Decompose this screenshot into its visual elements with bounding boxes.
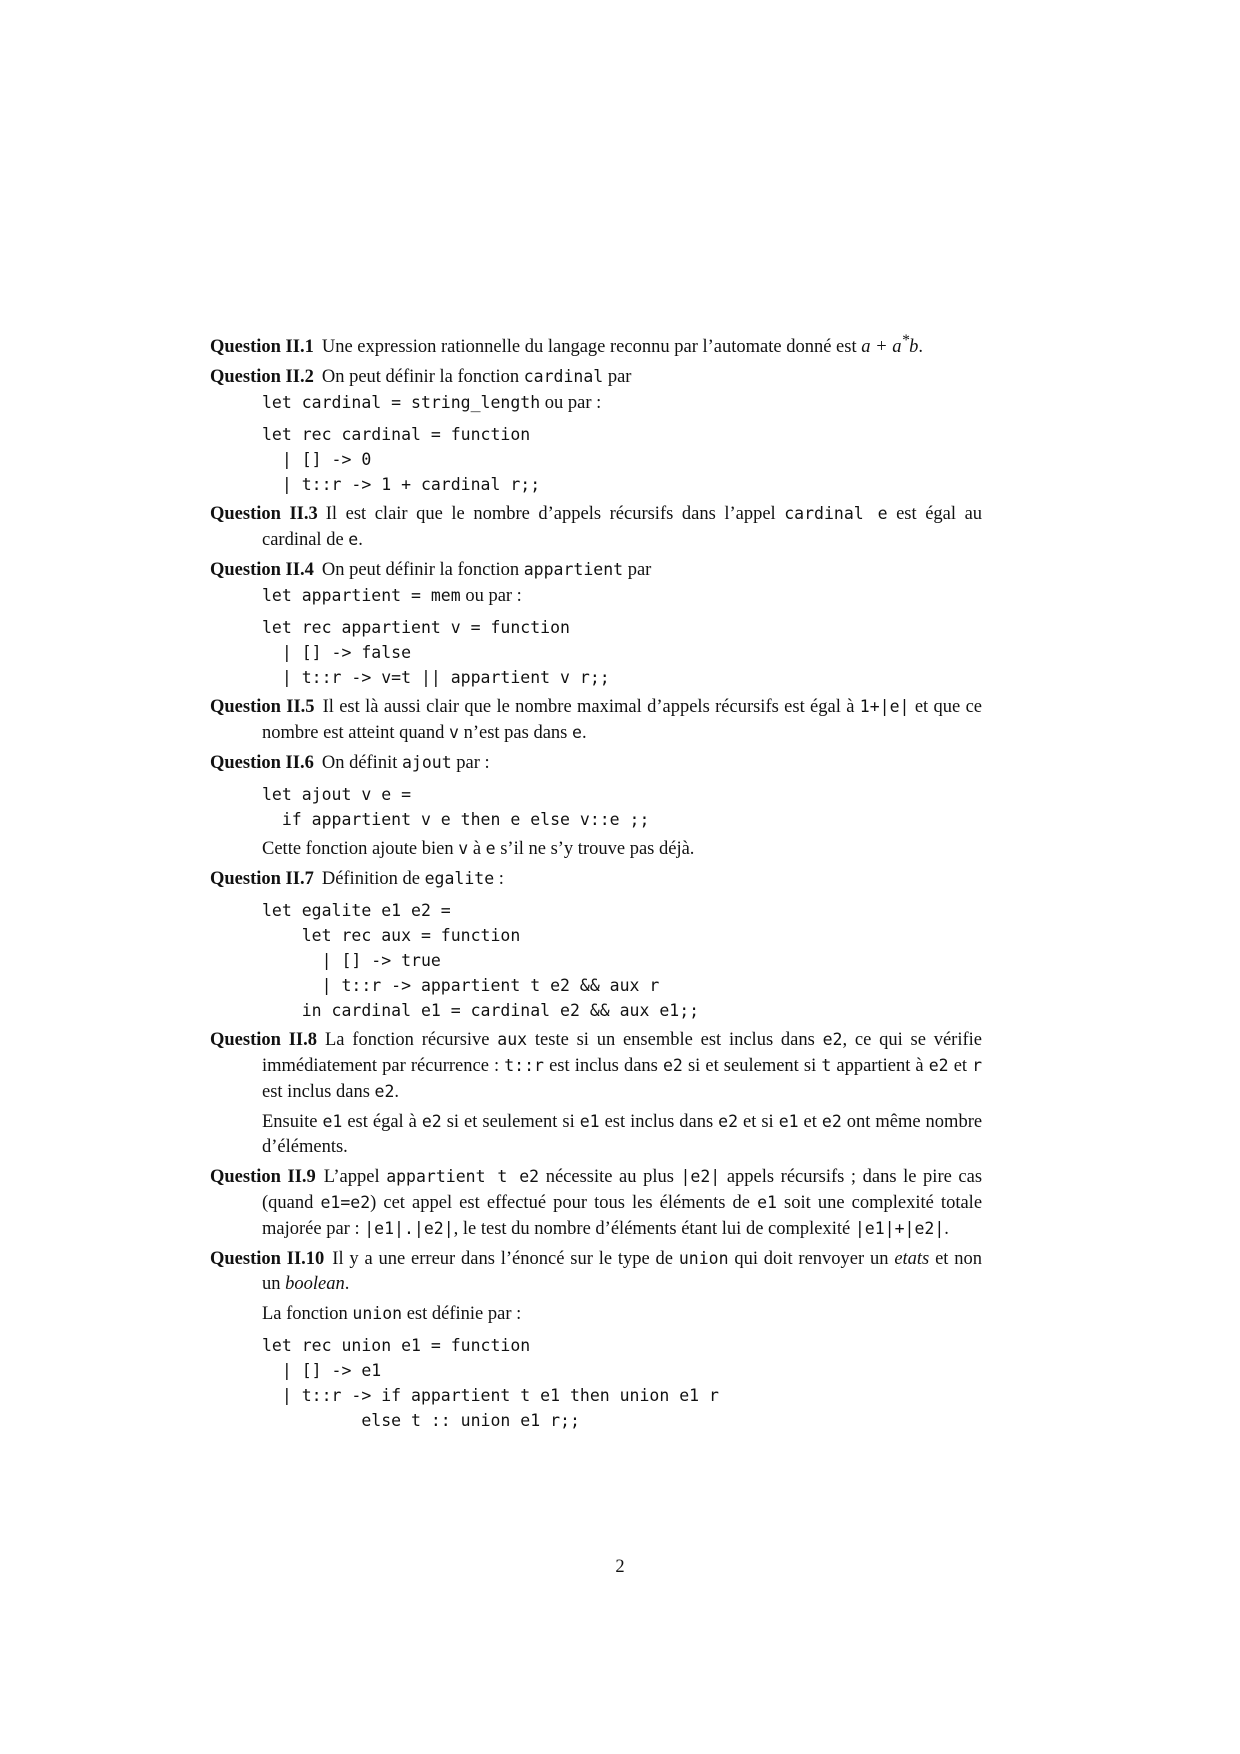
alt-definition: let cardinal = string_length ou par : xyxy=(262,393,602,414)
function-name: cardinal xyxy=(523,367,604,387)
question-ii-2: Question II.2 On peut définir la fonction cardinal par let cardinal = string_length ou par : let rec cardinal = function | [] -> 0 | t::r -> 1 + cardinal r;; xyxy=(210,364,982,497)
question-label: Question II.1 xyxy=(210,337,314,358)
regex-expression: a + a*b xyxy=(861,332,919,358)
question-label: Question II.8 xyxy=(210,1030,317,1051)
code-block: let egalite e1 e2 = let rec aux = function | [] -> true | t::r -> appartient t e2 && aux r in cardinal e1 = cardinal e2 && aux e1;; xyxy=(262,901,700,1021)
question-ii-3: Question II.3 Il est clair que le nombre d’appels récursifs dans l’appel cardinal e est égal au cardinal de e. xyxy=(210,504,983,551)
question-label: Question II.3 xyxy=(210,504,318,525)
function-name: ajout xyxy=(401,753,452,773)
function-name: appartient xyxy=(523,560,624,580)
question-label: Question II.2 xyxy=(210,367,314,388)
question-label: Question II.6 xyxy=(210,753,314,774)
document-page xyxy=(210,328,982,1437)
page-number: 2 xyxy=(615,1557,625,1577)
paragraph: Ensuite e1 est égal à e2 si et seulement si e1 est inclus dans e2 et si e1 et e2 ont même nombre d’éléments. xyxy=(262,1112,983,1158)
question-ii-5: Question II.5 Il est là aussi clair que le nombre maximal d’appels récursifs est égal à 1+|e| et que ce nombre est atteint quand v n’est pas dans e. xyxy=(210,697,983,744)
question-ii-10: Question II.10 Il y a une erreur dans l’énoncé sur le type de union qui doit renvoyer un etats et non un boolean. La fonction union est définie par : let rec union e1 = function | [] -> e1 | t::r -> if appartient t e1 then union e1 r else t :: union e1 r;; xyxy=(210,1246,982,1433)
question-ii-1: Question II.1 Une expression rationnelle du langage reconnu par l’automate donné est a + a*b. xyxy=(210,332,924,358)
code-block: let rec appartient v = function | [] -> false | t::r -> v=t || appartient v r;; xyxy=(262,618,610,688)
question-label: Question II.9 xyxy=(210,1167,316,1188)
question-label: Question II.5 xyxy=(210,697,315,718)
function-name: egalite xyxy=(424,869,495,889)
code-block: let rec cardinal = function | [] -> 0 | t::r -> 1 + cardinal r;; xyxy=(262,425,541,495)
alt-definition: let appartient = mem ou par : xyxy=(262,586,522,607)
question-label: Question II.4 xyxy=(210,560,314,581)
question-label: Question II.10 xyxy=(210,1249,325,1270)
question-ii-7: Question II.7 Définition de egalite : let egalite e1 e2 = let rec aux = function | [] -> true | t::r -> appartient t e2 && aux r in cardinal e1 = cardinal e2 && aux e1;; xyxy=(210,866,982,1023)
code-block: let rec union e1 = function | [] -> e1 | t::r -> if appartient t e1 then union e1 r else t :: union e1 r;; xyxy=(262,1336,719,1431)
explanation: Cette fonction ajoute bien v à e s’il ne s’y trouve pas déjà. xyxy=(262,839,695,860)
question-text: Une expression rationnelle du langage reconnu par l’automate donné est xyxy=(321,337,857,358)
question-ii-9: Question II.9 L’appel appartient t e2 nécessite au plus |e2| appels récursifs ; dans le pire cas (quand e1=e2) cet appel est effectué pour tous les éléments de e1 soit une complexité totale majorée par : |e1|.|e2|, le test du nombre d’éléments étant lui de complexité |e1|+|e2|. xyxy=(210,1167,983,1240)
question-label: Question II.7 xyxy=(210,869,314,890)
code-block: let ajout v e = if appartient v e then e else v::e ;; xyxy=(262,785,650,830)
question-ii-8: Question II.8 La fonction récursive aux teste si un ensemble est inclus dans e2, ce qui se vérifie immédiatement par récurrence : t::r est inclus dans e2 si et seulement si t appartient à e2 et r est inclus dans e2. Ensuite e1 est égal à e2 si et seulement si e1 est inclus dans e2 et si e1 et e2 ont même nombre d’éléments. xyxy=(210,1027,982,1160)
paragraph: La fonction union est définie par : xyxy=(262,1304,522,1325)
question-ii-6: Question II.6 On définit ajout par : let ajout v e = if appartient v e then e else v::e ;; Cette fonction ajoute bien v à e s’il ne s’y trouve pas déjà. xyxy=(210,750,982,862)
question-ii-4: Question II.4 On peut définir la fonction appartient par let appartient = mem ou par : let rec appartient v = function | [] -> false | t::r -> v=t || appartient v r;; xyxy=(210,557,982,690)
